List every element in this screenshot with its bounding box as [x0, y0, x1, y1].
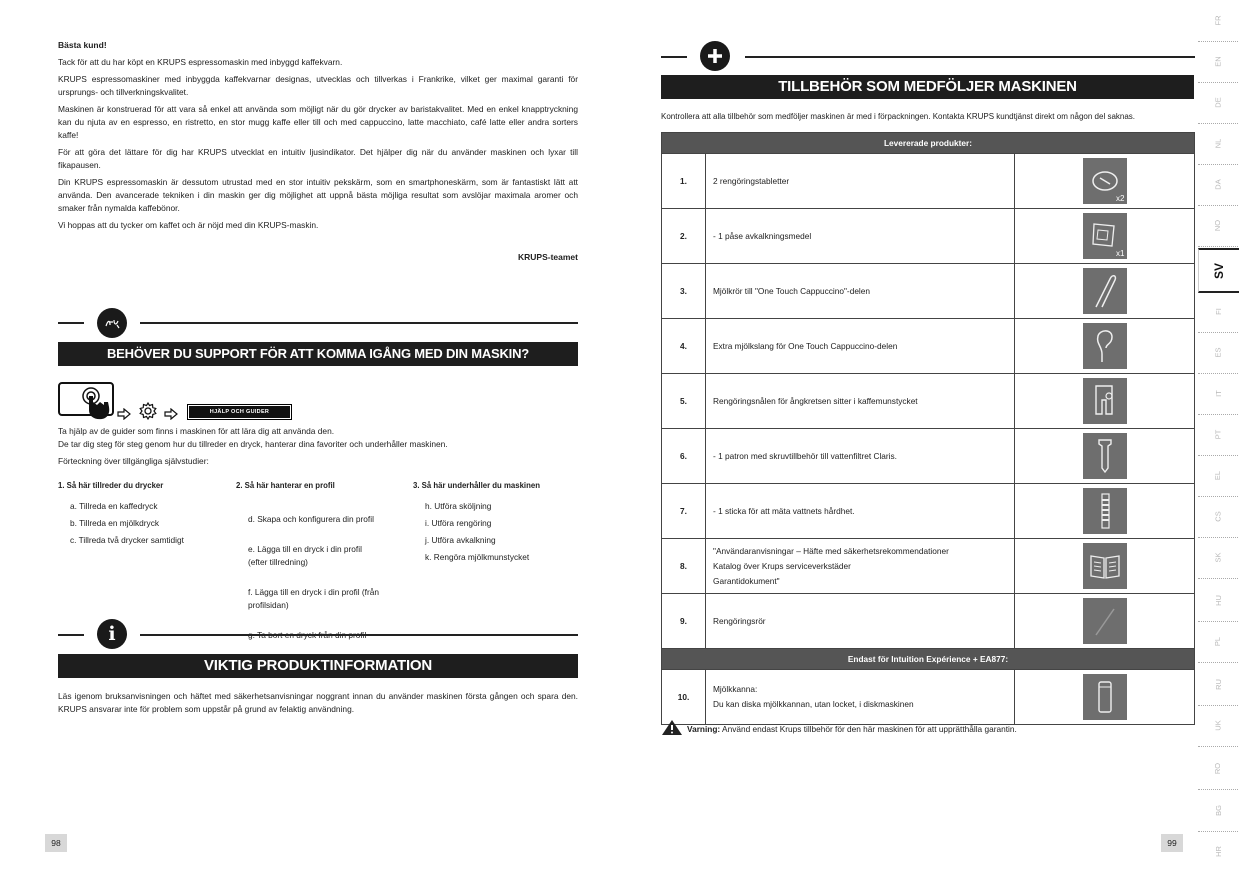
- row-number: 5.: [662, 374, 706, 429]
- tablet-icon: [1083, 158, 1127, 204]
- tutorial-item: b. Tillreda en mjölkdryck: [70, 518, 159, 528]
- viktig-title: VIKTIG PRODUKTINFORMATION: [58, 654, 578, 678]
- accessories-intro: Kontrollera att alla tillbehör som medföljer maskinen är med i förpackningen. Kontakta KRUPS kundtjänst direkt om någon del saknas.: [661, 112, 1136, 121]
- milk-tube-icon: [1083, 268, 1127, 314]
- quantity: x1: [1116, 249, 1125, 258]
- divider: [58, 634, 84, 636]
- sachet-icon: [1083, 213, 1127, 259]
- row-text: Rengöringsrör: [706, 594, 1015, 649]
- language-tab-hu[interactable]: HU: [1198, 580, 1238, 622]
- row-text: Extra mjölkslang för One Touch Cappuccino-delen: [706, 319, 1015, 374]
- row-text: "Användaranvisningar – Häfte med säkerhetsrekommendationer Katalog över Krups serviceverkstäder Garantidokument": [706, 539, 1015, 594]
- milk-jug-icon: [1083, 674, 1127, 720]
- intro-paragraph: KRUPS espressomaskiner med inbyggda kaffekvarnar designas, utvecklas och tillverkas i Frankrike, vilket ger maximal garanti för ursprungs- och tillverkningskvalitet.: [58, 74, 578, 97]
- divider: [140, 322, 578, 324]
- divider: [58, 322, 84, 324]
- divider: [745, 56, 1195, 58]
- cleaning-needle-icon: [1083, 378, 1127, 424]
- plus-icon: [700, 41, 730, 71]
- tutorial-item: d. Skapa och konfigurera din profil: [248, 514, 374, 524]
- tutorial-item: i. Utföra rengöring: [425, 518, 492, 528]
- page-number-left: 98: [45, 834, 67, 852]
- divider: [140, 634, 578, 636]
- table-row: [662, 209, 1195, 264]
- row-text: - 1 patron med skruvtillbehör till vattenfiltret Claris.: [706, 429, 1015, 484]
- arrow-right-icon: [164, 407, 178, 425]
- warning-note: [661, 719, 1201, 736]
- language-tab-da[interactable]: DA: [1198, 164, 1238, 206]
- tutorial-column-profile: [236, 479, 408, 659]
- language-tab-bg[interactable]: BG: [1198, 790, 1238, 832]
- column-title: 2. Så här hanterar en profil: [236, 481, 335, 490]
- intro-paragraph: För att göra det lättare för dig har KRUPS utvecklat en intuitiv ljusindikator. Det hjälper dig när du använder maskinen och lyxar till fikapausen.: [58, 147, 578, 170]
- signature: KRUPS-teamet: [518, 252, 578, 262]
- row-text: Mjölkkanna: Du kan diska mjölkkannan, utan locket, i diskmaskinen: [706, 670, 1015, 725]
- language-tab-it[interactable]: IT: [1198, 373, 1238, 415]
- table-header: Levererade produkter:: [662, 133, 1195, 154]
- row-number: 2.: [662, 209, 706, 264]
- table-row: [662, 594, 1195, 649]
- column-title: 1. Så här tillreder du drycker: [58, 481, 164, 490]
- row-number: 1.: [662, 154, 706, 209]
- table-row: [662, 539, 1195, 594]
- table-row: [662, 319, 1195, 374]
- tutorial-item: f. Lägga till en dryck i din profil (från profilsidan): [248, 587, 379, 610]
- viktig-text: Läs igenom bruksanvisningen och häftet med säkerhetsanvisningar noggrant innan du använder maskinen första gången och spara den. KRUPS ansvarar inte för problem som uppstår på grund av felaktig användning.: [58, 691, 578, 714]
- touch-hand-icon: [80, 386, 114, 427]
- support-title: BEHÖVER DU SUPPORT FÖR ATT KOMMA IGÅNG MED DIN MASKIN?: [58, 342, 578, 366]
- row-number: 9.: [662, 594, 706, 649]
- tutorial-item: e. Lägga till en dryck i din profil (efter tillredning): [248, 544, 362, 567]
- language-tab-pl[interactable]: PL: [1198, 621, 1238, 663]
- page-number-right: 99: [1161, 834, 1183, 852]
- column-title: 3. Så här underhåller du maskinen: [413, 481, 540, 490]
- arrow-right-icon: [117, 407, 131, 425]
- language-tab-uk[interactable]: UK: [1198, 705, 1238, 747]
- language-tab-ro[interactable]: RO: [1198, 748, 1238, 790]
- milk-hose-icon: [1083, 323, 1127, 369]
- table-row: [662, 264, 1195, 319]
- language-tab-pt[interactable]: PT: [1198, 414, 1238, 456]
- tutorial-item: a. Tillreda en kaffedryck: [70, 501, 158, 511]
- gear-icon: [138, 401, 158, 426]
- row-number: 7.: [662, 484, 706, 539]
- row-text: Mjölkrör till "One Touch Cappuccino"-delen: [706, 264, 1015, 319]
- table-row: [662, 429, 1195, 484]
- language-tab-en[interactable]: EN: [1198, 41, 1238, 83]
- warning-label: Varning:: [687, 724, 721, 734]
- intro-paragraph: Din KRUPS espressomaskin är dessutom utrustad med en stor intuitiv pekskärm, som en smartphoneskärm, som är fantastiskt lätt att använda. Den avancerade tekniken i din maskin ger dig möjlighet att uppnå bästa möjliga resultat som avslöjar maximala aromer och smaker från nymalda kaffebönor.: [58, 177, 578, 213]
- warning-text: Använd endast Krups tillbehör för den här maskinen för att upprätthålla garantin.: [720, 724, 1017, 734]
- intro-paragraph: Vi hoppas att du tycker om kaffet och är nöjd med din KRUPS-maskin.: [58, 220, 319, 230]
- accessories-table: [661, 132, 1195, 725]
- tutorial-column-maintenance: [413, 479, 583, 568]
- table-row: [662, 154, 1195, 209]
- row-number: 10.: [662, 670, 706, 725]
- language-tab-fi[interactable]: FI: [1198, 291, 1238, 333]
- language-tab-ru[interactable]: RU: [1198, 664, 1238, 706]
- accessories-title: TILLBEHÖR SOM MEDFÖLJER MASKINEN: [661, 75, 1194, 99]
- tutorial-item: k. Rengöra mjölkmunstycket: [425, 552, 530, 562]
- tutorial-item: h. Utföra sköljning: [425, 501, 492, 511]
- row-number: 3.: [662, 264, 706, 319]
- row-number: 4.: [662, 319, 706, 374]
- quantity: x2: [1116, 194, 1125, 203]
- warning-icon: [661, 719, 683, 736]
- tutorial-item: j. Utföra avkalkning: [425, 535, 496, 545]
- row-number: 6.: [662, 429, 706, 484]
- language-tab-nl[interactable]: NL: [1198, 123, 1238, 165]
- cleaning-tube-icon: [1083, 598, 1127, 644]
- filter-cartridge-icon: [1083, 433, 1127, 479]
- row-text: Rengöringsnålen för ångkretsen sitter i kaffemunstycket: [706, 374, 1015, 429]
- guide-description: Ta hjälp av de guider som finns i maskinen för att lära dig att använda den. De tar dig steg för steg genom hur du tillreder en dryck, hanterar dina favoriter och underhåller maskinen.: [58, 426, 448, 449]
- tutorial-column-prepare: [58, 479, 228, 551]
- language-tab-sk[interactable]: SK: [1198, 537, 1238, 579]
- help-and-guides-button[interactable]: HJÄLP OCH GUIDER: [187, 404, 292, 420]
- language-tab-fr[interactable]: FR: [1198, 0, 1238, 42]
- language-tab-de[interactable]: DE: [1198, 82, 1238, 124]
- intro-paragraph: Maskinen är konstruerad för att vara så enkel att använda som möjligt när du gör drycker av baristakvalitet. Med en enkel knapptryckning kan du njuta av en espresso, en ristretto, en stor mugg kaffe eller till och med cappuccino, latte macchiato, café latte eller andra sorters kaffe!: [58, 104, 578, 140]
- table-row: [662, 484, 1195, 539]
- guide-intro: [58, 425, 578, 472]
- language-tab-es[interactable]: ES: [1198, 332, 1238, 374]
- row-number: 8.: [662, 539, 706, 594]
- table-row: [662, 374, 1195, 429]
- hardness-strip-icon: [1083, 488, 1127, 534]
- language-tab-no[interactable]: NO: [1198, 205, 1238, 247]
- intro-paragraph: Tack för att du har köpt en KRUPS espressomaskin med inbyggd kaffekvarn.: [58, 57, 343, 67]
- language-tab-el[interactable]: EL: [1198, 455, 1238, 497]
- hey-icon: [97, 308, 127, 338]
- row-text: - 1 påse avkalkningsmedel: [706, 209, 1015, 264]
- table-row: [662, 670, 1195, 725]
- table-header-intuition: Endast för Intuition Expérience + EA877:: [662, 649, 1195, 670]
- language-tab-sv[interactable]: SV: [1198, 248, 1239, 293]
- intro-text: [58, 56, 578, 236]
- greeting: Bästa kund!: [58, 40, 107, 50]
- booklet-icon: [1083, 543, 1127, 589]
- row-text: 2 rengöringstabletter: [706, 154, 1015, 209]
- row-text: - 1 sticka för att mäta vattnets hårdhet.: [706, 484, 1015, 539]
- language-tab-hr[interactable]: HR: [1213, 846, 1223, 857]
- language-tab-cs[interactable]: CS: [1198, 496, 1238, 538]
- divider: [661, 56, 687, 58]
- tutorials-heading: Förteckning över tillgängliga självstudier:: [58, 456, 209, 466]
- info-icon: i: [97, 619, 127, 649]
- tutorial-item: c. Tillreda två drycker samtidigt: [70, 535, 184, 545]
